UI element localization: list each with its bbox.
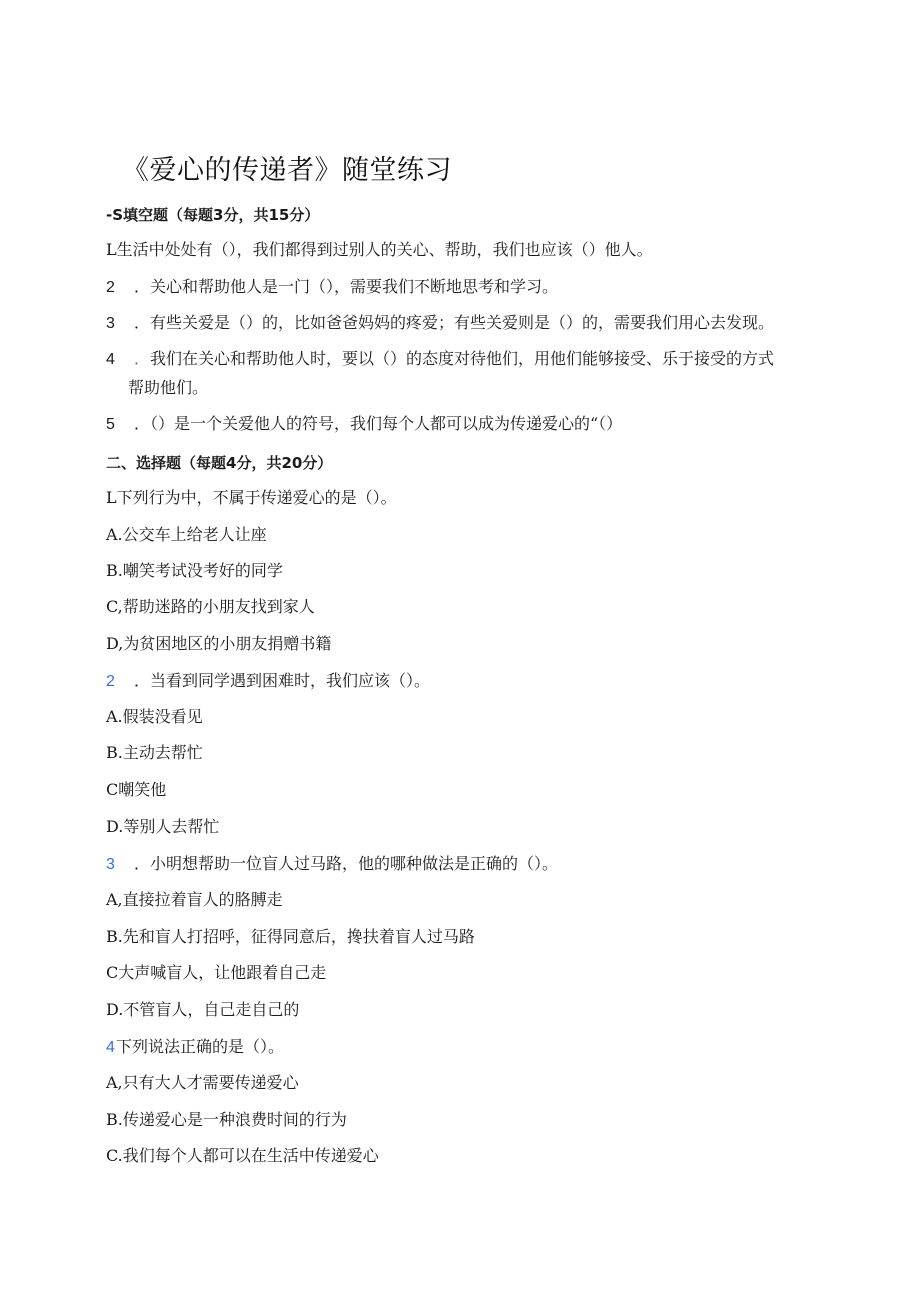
question-number: 4: [106, 351, 115, 368]
section-heading-multiple-choice: 二、选择题（每题4分，共20分）: [106, 454, 333, 472]
fill-question-4: [106, 349, 774, 370]
choice-option-1c: C,帮助迷路的小朋友找到家人: [106, 597, 315, 616]
question-number: 3: [106, 315, 115, 332]
choice-question-4: [106, 1037, 284, 1058]
choice-option-2c: C嘲笑他: [106, 780, 167, 799]
choice-option-4c: C.我们每个人都可以在生活中传递爱心: [106, 1146, 379, 1165]
page-title: 《爱心的传递者》随堂练习: [122, 155, 452, 186]
choice-option-2d: D.等别人去帮忙: [106, 817, 220, 836]
fill-question-4-continued: 帮助他们。: [128, 378, 209, 397]
choice-question-1: L下列行为中，不属于传递爱心的是（）。: [106, 488, 397, 507]
choice-option-3b: B.先和盲人打招呼，征得同意后，搀扶着盲人过马路: [106, 927, 475, 946]
question-number: 3: [106, 856, 115, 873]
question-text: 下列说法正确的是（）。: [116, 1037, 285, 1056]
fill-question-3: [106, 313, 774, 334]
question-text-line-1: 我们在关心和帮助他人时，要以（）的态度对待他们，用他们能够接受、乐于接受的方式: [150, 349, 775, 368]
choice-question-2: [106, 671, 430, 692]
choice-question-3: [106, 854, 558, 875]
choice-option-1a: A.公交车上给老人让座: [106, 525, 267, 544]
fill-question-5: [106, 414, 622, 435]
choice-option-3a: A,直接拉着盲人的胳膊走: [106, 890, 283, 909]
question-text: ．当看到同学遇到困难时，我们应该（）。: [134, 671, 431, 690]
choice-option-3d: D.不管盲人，自己走自己的: [106, 1000, 300, 1019]
question-text: ．关心和帮助他人是一门（），需要我们不断地思考和学习。: [134, 277, 559, 296]
question-number: 2: [106, 673, 115, 690]
choice-option-2a: A.假装没看见: [106, 707, 203, 726]
question-dot: ．: [134, 349, 151, 368]
choice-option-3c: C大声喊盲人，让他跟着自己走: [106, 963, 327, 982]
choice-option-1d: D,为贫困地区的小朋友捐赠书籍: [106, 634, 332, 653]
question-number: 2: [106, 279, 115, 296]
choice-option-4a: A,只有大人才需要传递爱心: [106, 1073, 299, 1092]
question-text: ．小明想帮助一位盲人过马路，他的哪种做法是正确的（）。: [134, 854, 559, 873]
question-text: ．有些关爱是（）的，比如爸爸妈妈的疼爱；有些关爱则是（）的，需要我们用心去发现。: [134, 313, 775, 332]
choice-option-4b: B.传递爱心是一种浪费时间的行为: [106, 1110, 347, 1129]
question-number: 5: [106, 416, 115, 433]
section-heading-fill-blank: -S填空题（每题3分，共15分）: [106, 206, 320, 224]
question-text: ．（）是一个关爱他人的符号，我们每个人都可以成为传递爱心的“（）: [134, 414, 623, 433]
choice-option-2b: B.主动去帮忙: [106, 743, 203, 762]
choice-option-1b: B.嘲笑考试没考好的同学: [106, 561, 283, 580]
fill-question-1: L生活中处处有（），我们都得到过别人的关心、帮助，我们也应该（）他人。: [106, 240, 653, 259]
fill-question-2: [106, 277, 558, 298]
question-number: 4: [106, 1039, 115, 1056]
